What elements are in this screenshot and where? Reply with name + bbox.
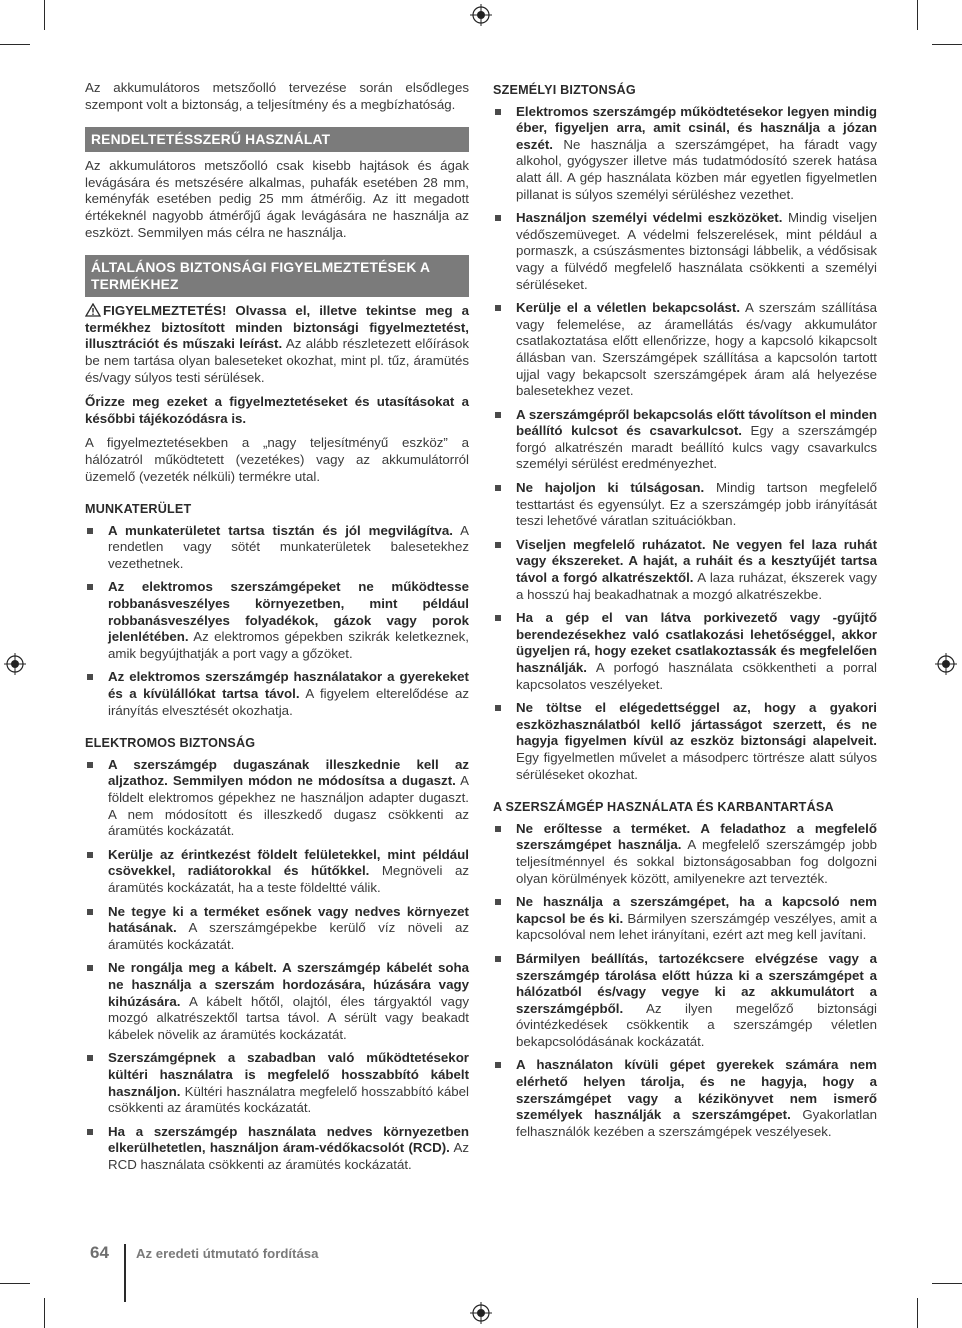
list-item — [85, 904, 469, 954]
list-item-bold: Ne töltse el elégedettséggel az, hogy a gyakori eszközhasználatból kellő jártasságot szerzett, és ne hagyja figyelmen kívül az eszköz biztonsági alapelveit. — [516, 700, 877, 749]
list-item-text: Mindig viseljen védőszemüveget. A védelmi felszerelések, mint például a pormaszk, a csúszásmentes biztonsági lábbelik, a védősisak vagy a fülvédő megfelelő használata csökkenti a személyi sérüléseket. — [516, 210, 878, 292]
list-item — [85, 847, 469, 897]
list-item — [493, 104, 877, 204]
list-item-text: A laza ruházat, ékszerek vagy a hosszú haj beakadhatnak a mozgó alkatrészekbe. — [516, 570, 877, 602]
list-item-text: Megnöveli az áramütés kockázatát, ha a teste földeltté válik. — [108, 863, 469, 895]
crop-mark — [0, 44, 30, 45]
work-area-list — [85, 523, 469, 720]
keep-instructions-text: Őrizze meg ezeket a figyelmeztetéseket és utasításokat a későbbi tájékozódásra is. — [85, 394, 469, 426]
list-item — [493, 821, 877, 887]
list-item — [85, 1050, 469, 1116]
intro-paragraph: Az akkumulátoros metszőolló tervezése során elsődleges szempont volt a biztonság, a teljesítmény és a megbízhatóság. — [85, 80, 469, 112]
list-item-bold: Ne használja a szerszámgépet, ha a kapcsoló nem kapcsol be és ki. — [516, 894, 877, 926]
list-item-text: A kábelt hőtől, olajtól, éles tárgyaktól vagy mozgó alkatrészektől tartsa távol. A sérült vagy beakadt kábelek növelik az áramütés kockázatát. — [108, 993, 469, 1042]
list-item-bold: A munkaterületet tartsa tisztán és jól megvilágítva. — [108, 522, 453, 538]
registration-mark-icon — [4, 653, 26, 675]
list-item-bold: Bármilyen beállítás, tartozékcsere elvégzése vagy a szerszámgép tárolása előtt húzza ki a szerszámgépet a hálózatból és/vagy vegye ki az akkumulátort a szerszámgépből. — [516, 950, 877, 1016]
list-item-text: Az RCD használata csökkenti az áramütés kockázatát. — [108, 1140, 469, 1172]
list-item-text: Gyakorlatlan felhasználók kezében a szerszámgépek veszélyesek. — [516, 1107, 877, 1139]
intended-use-paragraph: Az akkumulátoros metszőolló csak kisebb hajtások és ágak levágására és metszésére alkalmas, puhafák esetében 28 mm, keményfák esetében pedig 25 mm átmérőig. Az itt megadott értékeknél nagyobb átmérőjű ágak levágására ne használja az eszközt. Semmilyen más célra ne használja. — [85, 158, 469, 240]
list-item-text: Egy a szerszámgép forgó alkatrészén maradt beállító kulcs vagy csavarkulcs személyi sérülést eredményezhet. — [516, 423, 877, 472]
list-item-bold: Használjon személyi védelmi eszközöket. — [516, 210, 783, 226]
electrical-list — [85, 757, 469, 1174]
right-column — [493, 74, 877, 1147]
heading-electrical-safety: ELEKTROMOS BIZTONSÁG — [85, 736, 256, 751]
list-item-bold: Ne erőltesse a terméket. A feladathoz a megfelelő szerszámgépet használja. — [516, 820, 877, 853]
list-item-bold: Az elektromos szerszámgépeket ne működtesse robbanásveszélyes környezetben, mint például robbanásveszélyes folyadékok, gázok vagy porok jelenlétében. — [108, 579, 469, 645]
registration-mark-icon — [470, 1302, 492, 1324]
list-item — [85, 669, 469, 719]
term-definition: A figyelmeztetésekben a „nagy teljesítményű eszköz” a hálózatról működtetett (vezetékes) vagy az akkumulátorról üzemelő (vezeték nélküli) termékre utal. — [85, 435, 469, 484]
list-item — [493, 894, 877, 944]
list-item-text: A földelt elektromos gépekhez ne használjon adapter dugaszt. A nem módosított és illeszkedő dugasz csökkenti az áramütés kockázatát. — [108, 773, 469, 839]
personal-list — [493, 104, 877, 784]
list-item-bold: A szerszámgépről bekapcsolás előtt távolítson el minden beállító kulcsot és csavarkulcsot. — [516, 406, 877, 439]
list-item — [85, 523, 469, 573]
left-column — [85, 80, 469, 1180]
list-item-bold: Elektromos szerszámgép működtetésekor legyen mindig éber, figyeljen arra, amit csinál, és használja a józan eszét. — [516, 103, 877, 152]
use-care-list — [493, 821, 877, 1141]
page-number: 64 — [90, 1243, 109, 1262]
section-header-intended-use: RENDELTETÉSSZERŰ HASZNÁLAT — [85, 127, 469, 152]
list-item — [85, 757, 469, 840]
list-item — [493, 407, 877, 473]
list-item — [85, 1124, 469, 1174]
crop-mark — [917, 1298, 918, 1328]
warning-rest-text: Az alább részletezett előírások be nem tartása olyan baleseteket okozhat, mint pl. tűz, áramütés és/vagy súlyos testi sérülések. — [85, 336, 469, 385]
list-item-text: A figyelem elterelődése az irányítás elvesztését okozhatja. — [108, 686, 469, 718]
keep-instructions — [85, 394, 469, 427]
list-item-text: Az ilyen megelőző biztonsági óvintézkedések csökkentik a szerszámgép véletlen bekapcsolódásának kockázatát. — [516, 1000, 877, 1049]
warning-paragraph — [85, 303, 469, 386]
list-item-bold: Kerülje az érintkezést földelt felületekkel, mint például csövekkel, radiátorokkal és hűtőkkel. — [108, 846, 469, 879]
list-item-bold: Ha a gép el van látva porkivezető vagy -gyűjtő berendezésekhez való csatlakozási lehetőséggel, akkor ügyeljen rá, hogy ezeket csatlakoztassák és megfelelően használják. — [516, 610, 877, 675]
list-item — [493, 700, 877, 783]
list-item — [493, 951, 877, 1051]
heading-work-area: MUNKATERÜLET — [85, 502, 192, 517]
list-item-bold: Ha a szerszámgép használata nedves környezetben elkerülhetetlen, használjon áram-védőkacsolót (RCD). — [108, 1123, 469, 1156]
registration-mark-icon — [470, 4, 492, 26]
list-item — [85, 579, 469, 662]
crop-mark — [932, 1283, 962, 1284]
list-item-bold: Az elektromos szerszámgép használatakor a gyerekeket és a kívülállókat tartsa távol. — [108, 669, 469, 702]
warning-bold-text: FIGYELMEZTETÉS! Olvassa el, illetve tekintse meg a termékhez biztosított minden biztonsági figyelmeztetést, illusztrációt és műszaki leírást. — [85, 303, 469, 352]
list-item — [493, 210, 877, 293]
list-item — [493, 610, 877, 693]
list-item-bold: Ne hajoljon ki túlságosan. — [516, 480, 705, 496]
list-item — [493, 1057, 877, 1140]
list-item-bold: Szerszámgépnek a szabadban való működtetésekor kültéri használatra is megfelelő hosszabbító kábelt használjon. — [108, 1050, 469, 1099]
heading-use-care: A SZERSZÁMGÉP HASZNÁLATA ÉS KARBANTARTÁSA — [493, 800, 834, 815]
list-item-text: A szerszám szállítása vagy felemelése, az áramellátás és/vagy akkumulátor csatlakoztatása előtt ellenőrizze, hogy a kapcsoló kikapcsolt állásban van. Szerszámgépek szállítása a kapcsolón tartott ujjal vagy bekapcsolt szerszámgépek áram alá helyezése balesetekhez vezet. — [516, 300, 877, 399]
list-item-text: A szerszámgépekbe kerülő víz növeli az áramütés kockázatát. — [108, 920, 469, 952]
list-item-bold: A szerszámgép dugaszának illeszkednie kell az aljzathoz. Semmilyen módon ne módosítsa a dugaszt. — [108, 756, 469, 789]
list-item-text: Egy figyelmetlen művelet a másodperc törtrésze alatt súlyos sérüléseket okozhat. — [516, 749, 877, 782]
list-item-bold: Ne rongálja meg a kábelt. A szerszámgép kábelét soha ne használja a szerszám hordozására, húzására vagy kihúzására. — [108, 960, 469, 1009]
list-item-text: A rendetlen vagy sötét munkaterületek balesetekhez vezethetnek. — [108, 522, 469, 571]
section-header-general-safety: ÁLTALÁNOS BIZTONSÁGI FIGYELMEZTETÉSEK A TERMÉKHEZ — [85, 255, 469, 297]
crop-mark — [932, 44, 962, 45]
list-item-text: Bármilyen szerszámgép veszélyes, amit a kapcsolóval nem lehet irányítani, ezért azt meg kell javítani. — [516, 910, 877, 943]
list-item — [493, 300, 877, 400]
list-item-bold: Ne tegye ki a terméket esőnek vagy nedves környezet hatásának. — [108, 903, 469, 936]
crop-mark — [0, 1283, 30, 1284]
crop-mark — [44, 0, 45, 30]
list-item-bold: A használaton kívüli gépet gyerekek számára nem elérhető helyen tárolja, és ne hagyja, hogy a szerszámgépet vagy a kézikönyvet nem ismerő személyek használják a szerszámgépet. — [516, 1057, 877, 1123]
heading-personal-safety: SZEMÉLYI BIZTONSÁG — [493, 83, 636, 97]
list-item — [85, 960, 469, 1043]
list-item — [493, 537, 877, 603]
footer-divider — [124, 1244, 126, 1302]
list-item-text: Mindig tartson megfelelő testtartást és egyensúlyt. Ez a szerszámgép jobb irányítását teszi lehetővé váratlan szituációkban. — [516, 480, 877, 529]
crop-mark — [44, 1298, 45, 1328]
list-item — [493, 480, 877, 530]
footer-label: Az eredeti útmutató fordítása — [136, 1246, 319, 1261]
list-item-text: A megfelelő szerszámgép jobb teljesítménnyel és sokkal biztonságosabban fog dolgozni olyan körülmények között, amilyenekre azt tervezték. — [516, 837, 878, 886]
crop-mark — [917, 0, 918, 30]
list-item-text: A porfogó használata csökkentheti a porral kapcsolatos veszélyeket. — [516, 660, 877, 692]
warning-triangle-icon — [85, 303, 101, 317]
registration-mark-icon — [935, 653, 957, 675]
list-item-bold: Kerülje el a véletlen bekapcsolást. — [516, 300, 741, 316]
list-item-text: Az elektromos gépekben szikrák keletkeznek, amik begyújthatják a port vagy a gőzöket. — [108, 629, 469, 661]
list-item-bold: Viseljen megfelelő ruházatot. Ne vegyen fel laza ruhát vagy ékszereket. A haját, a ruháit és a kesztyűjét tartsa távol a forgó alkatrészektől. — [516, 536, 877, 586]
list-item-text: Ne használja a szerszámgépet, ha fáradt vagy alkohol, gyógyszer illetve más tudatmódosító szerek hatása alatt áll. A gép használata közben már egyetlen figyelmetlen pillanat is súlyos személyi sérüléshez vezethet. — [516, 136, 877, 202]
list-item-text: Kültéri használatra megfelelő hosszabbító kábel csökkenti az áramütés kockázatát. — [108, 1083, 469, 1116]
